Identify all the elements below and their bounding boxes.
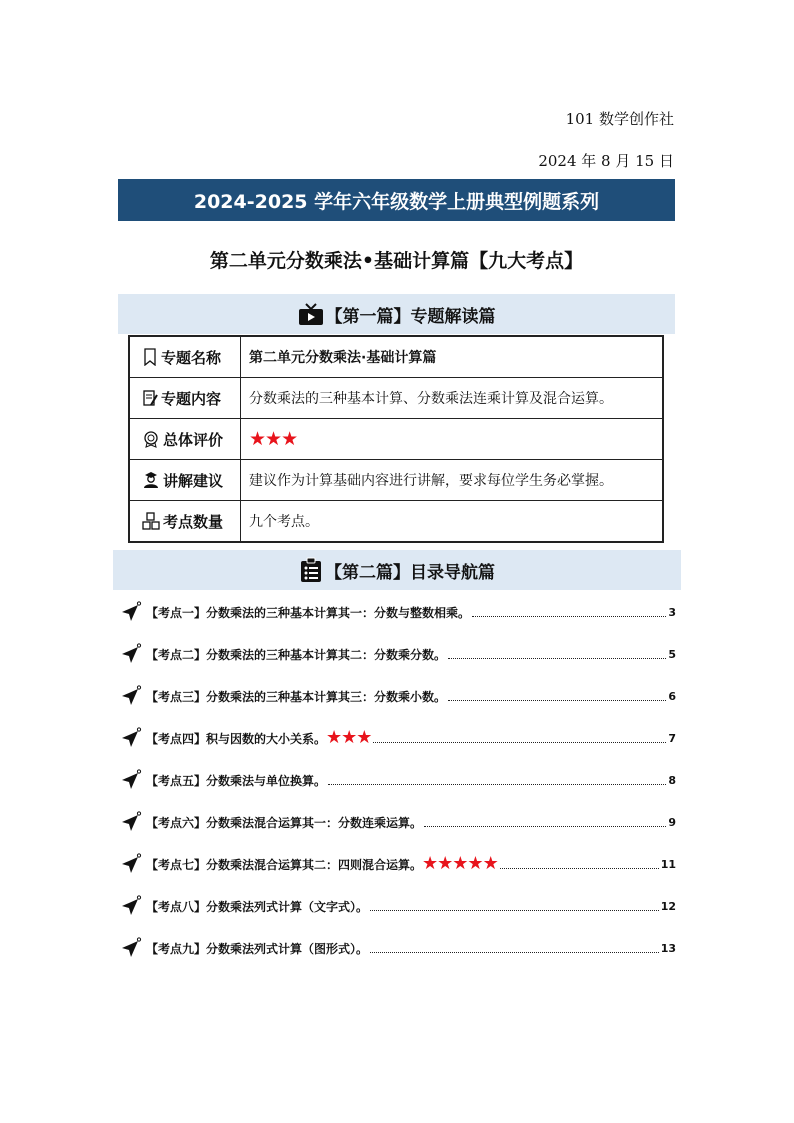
toc-item-text: 【考点六】分数乘法混合运算其一：分数连乘运算。	[146, 815, 423, 830]
table-row	[129, 378, 663, 419]
toc-item[interactable]	[120, 684, 676, 708]
row-value: 建议作为计算基础内容进行讲解，要求每位学生务必掌握。	[241, 460, 664, 501]
row-value: 第二单元分数乘法·基础计算篇	[241, 336, 664, 378]
table-row	[129, 419, 663, 460]
toc-item-text: 【考点五】分数乘法与单位换算。	[146, 773, 327, 788]
teacher-icon	[142, 471, 160, 489]
clipboard-list-icon	[299, 557, 323, 583]
row-value: 九个考点。	[241, 501, 664, 543]
dot-leader	[424, 826, 666, 827]
cursor-arrow-icon	[120, 727, 142, 749]
dot-leader	[370, 952, 659, 953]
cursor-arrow-icon	[120, 937, 142, 959]
bookmark-icon	[142, 348, 158, 366]
section2-header	[113, 550, 681, 590]
page-title: 第二单元分数乘法•基础计算篇【九大考点】	[209, 250, 584, 272]
toc-item-text: 【考点八】分数乘法列式计算（文字式）。	[146, 899, 369, 914]
toc-page-number: 3	[668, 605, 676, 619]
row-label: 考点数量	[163, 512, 224, 531]
banner-title: 2024-2025 学年六年级数学上册典型例题系列	[193, 190, 600, 213]
row-label: 总体评价	[163, 430, 224, 449]
award-badge-icon	[142, 430, 160, 448]
publisher-name: 101 数学创作社	[565, 110, 674, 128]
row-label-cell	[129, 460, 241, 501]
dot-leader	[448, 700, 666, 701]
toc-item[interactable]	[120, 810, 676, 834]
cursor-arrow-icon	[120, 769, 142, 791]
row-label: 专题内容	[161, 389, 222, 408]
toc-page-number: 7	[668, 731, 676, 745]
toc-item-stars: ★★★	[326, 727, 372, 748]
row-label: 讲解建议	[163, 471, 224, 490]
toc-page-number: 8	[668, 773, 676, 787]
cursor-arrow-icon	[120, 853, 142, 875]
document-date: 2024 年 8 月 15 日	[538, 152, 674, 170]
toc-item-text: 【考点一】分数乘法的三种基本计算其一：分数与整数相乘。	[146, 605, 471, 620]
series-banner	[118, 179, 675, 221]
cursor-arrow-icon	[120, 811, 142, 833]
toc-item[interactable]	[120, 894, 676, 918]
table-row	[129, 336, 663, 378]
toc-item-text: 【考点四】积与因数的大小关系。	[146, 731, 327, 746]
toc-page-number: 11	[660, 857, 676, 871]
row-label-cell	[129, 336, 241, 378]
toc-item[interactable]	[120, 726, 676, 750]
row-label-cell	[129, 378, 241, 419]
section1-header	[118, 294, 675, 334]
row-label: 专题名称	[161, 348, 222, 367]
topic-info-table	[128, 335, 664, 543]
dot-leader	[472, 616, 666, 617]
cursor-arrow-icon	[120, 895, 142, 917]
row-label-cell	[129, 419, 241, 460]
dot-leader	[373, 742, 666, 743]
blocks-icon	[142, 512, 160, 530]
cursor-arrow-icon	[120, 685, 142, 707]
dot-leader	[328, 784, 666, 785]
table-row	[129, 460, 663, 501]
toc-item[interactable]	[120, 642, 676, 666]
tv-icon	[298, 302, 324, 326]
toc-page-number: 9	[668, 815, 676, 829]
dot-leader	[370, 910, 659, 911]
toc-item[interactable]	[120, 600, 676, 624]
section2-title: 【第二篇】目录导航篇	[325, 562, 495, 583]
rating-stars: ★★★	[249, 428, 298, 450]
section1-title: 【第一篇】专题解读篇	[325, 306, 496, 327]
toc-item-text: 【考点七】分数乘法混合运算其二：四则混合运算。	[146, 857, 423, 872]
row-label-cell	[129, 501, 241, 543]
row-value	[241, 419, 664, 460]
toc-page-number: 6	[668, 689, 676, 703]
toc-page-number: 5	[668, 647, 676, 661]
toc-page-number: 13	[660, 941, 676, 955]
row-value: 分数乘法的三种基本计算、分数乘法连乘计算及混合运算。	[241, 378, 664, 419]
table-row	[129, 501, 663, 543]
dot-leader	[448, 658, 666, 659]
toc-item-stars: ★★★★★	[422, 853, 498, 874]
toc-item[interactable]	[120, 852, 676, 876]
toc-item[interactable]	[120, 936, 676, 960]
toc-item[interactable]	[120, 768, 676, 792]
notebook-pencil-icon	[142, 389, 158, 407]
toc-item-text: 【考点三】分数乘法的三种基本计算其三：分数乘小数。	[146, 689, 447, 704]
toc-item-text: 【考点九】分数乘法列式计算（图形式）。	[146, 941, 369, 956]
toc-page-number: 12	[660, 899, 676, 913]
dot-leader	[500, 868, 659, 869]
toc-item-text: 【考点二】分数乘法的三种基本计算其二：分数乘分数。	[146, 647, 447, 662]
cursor-arrow-icon	[120, 643, 142, 665]
cursor-arrow-icon	[120, 601, 142, 623]
